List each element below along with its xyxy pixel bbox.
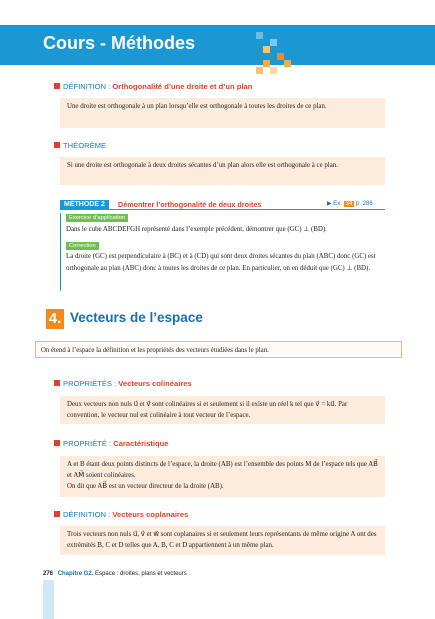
exercise-prefix: ▶ Ex.	[327, 201, 342, 207]
definition-heading	[54, 82, 252, 91]
definition-label: DÉFINITION :	[63, 82, 113, 91]
bullet-square-icon	[54, 83, 60, 89]
definition-label-2: DÉFINITION :	[63, 510, 113, 519]
definition-box-2	[60, 526, 385, 555]
properties-label: PROPRIÉTÉS :	[63, 379, 119, 388]
theorem-heading	[54, 141, 106, 150]
theorem-text: Si une droite est orthogonale à deux droites sécantes d’un plan alors elle est orthogonale à ce plan.	[67, 162, 338, 169]
definition-text: Une droite est orthogonale à un plan lorsqu’elle est orthogonale à toutes les droites de ce plan.	[67, 103, 327, 110]
property-label: PROPRIÉTÉ :	[63, 439, 114, 448]
method-tag: MÉTHODE 2	[60, 200, 109, 209]
bullet-square-icon	[54, 511, 60, 517]
intro-box: On étend à l’espace la définition et les propriétés des vecteurs étudiées dans le plan.	[35, 341, 402, 358]
correction-chip: Correction	[66, 242, 99, 250]
method-divider	[60, 213, 61, 291]
exercise-page: p. 286	[355, 201, 373, 207]
theorem-label: THÉORÈME	[63, 141, 107, 150]
exercise-reference[interactable]	[327, 200, 373, 209]
page-footer	[43, 571, 187, 577]
definition-box	[60, 98, 385, 128]
method-title: Démontrer l’orthogonalité de deux droites	[118, 200, 262, 209]
application-text: Dans le cube ABCDEFGH représenté dans l’exemple précédent, démontrer que (GC) ⊥ (BD).	[66, 226, 327, 233]
definition-title-2: Vecteurs coplanaires	[112, 510, 189, 519]
theorem-box	[60, 157, 385, 185]
properties-text: Deux vecteurs non nuls u⃗ et v⃗ sont colinéaires si et seulement si il existe un réel k tel que v⃗ = ku⃗. Par convention, le vecteur nul est colinéaire à tout vecteur de l’espace.	[67, 401, 348, 419]
property-box	[60, 456, 385, 497]
properties-title: Vecteurs colinéaires	[118, 379, 192, 388]
header-band	[0, 25, 435, 65]
bullet-square-icon	[54, 440, 60, 446]
definition-title: Orthogonalité d’une droite et d’un plan	[112, 82, 253, 91]
application-chip: Exercice d’application	[66, 214, 128, 222]
page-number: 276	[43, 571, 54, 577]
section-number: 4.	[46, 309, 64, 329]
definition-heading-2	[54, 510, 188, 519]
correction-text: La droite (GC) est perpendiculaire à (BC) et à (CD) qui sont deux droites sécantes du plan (ABC) donc (GC) est orthogonale au plan (ABC) donc à toutes les droites de ce plan. En particulier, on en déduit que (GC) ⊥ (BD).	[66, 253, 376, 272]
chapter-subtitle: Espace : droites, plans et vecteurs	[95, 571, 187, 577]
bullet-square-icon	[54, 380, 60, 386]
property-title: Caractéristique	[113, 439, 169, 448]
bullet-square-icon	[54, 142, 60, 148]
property-heading	[54, 439, 169, 448]
property-text-2: On dit que AB⃗ est un vecteur directeur de la droite (AB).	[67, 483, 224, 490]
exercise-number: 34	[345, 201, 353, 207]
properties-heading	[54, 379, 192, 388]
chapter-label: Chapitre G2.	[57, 571, 94, 577]
section-title: Vecteurs de l’espace	[70, 310, 203, 325]
footer-bar	[43, 580, 54, 619]
page-title: Cours - Méthodes	[43, 33, 196, 53]
properties-box	[60, 396, 385, 424]
method-bar	[60, 200, 385, 210]
property-text: A et B étant deux points distincts de l’espace, la droite (AB) est l’ensemble des points M de l’espace tels que AB⃗ et AM⃗ soient colinéaires.	[67, 461, 378, 479]
definition-text-2: Trois vecteurs non nuls u⃗, v⃗ et w⃗ sont coplanaires si et seulement leurs représentants de même origine A ont des extrémités B, C et D telles que A, B, C et D appartiennent à un même plan.	[67, 531, 377, 549]
